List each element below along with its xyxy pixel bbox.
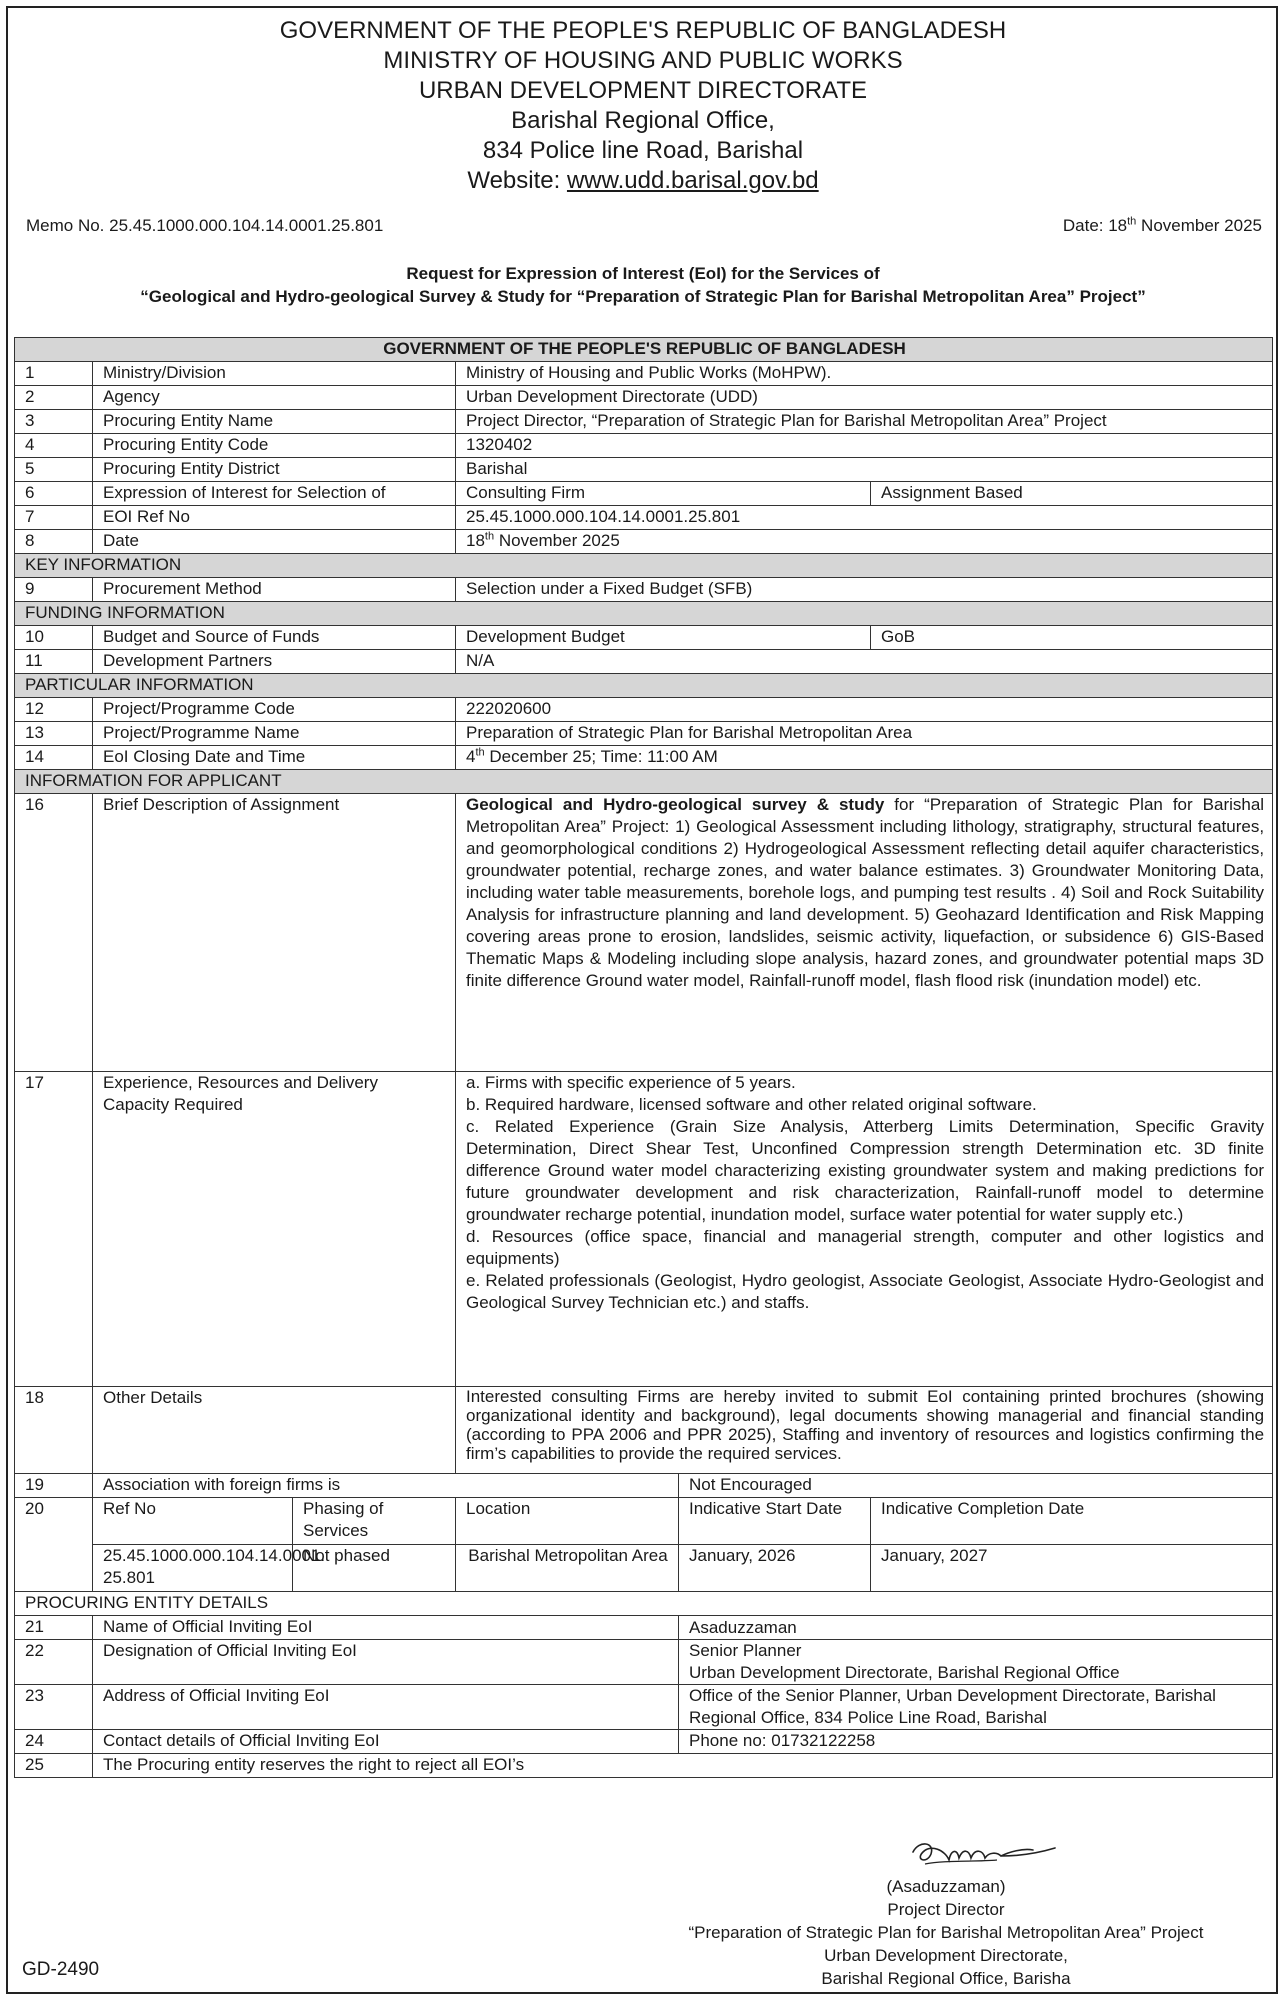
row-value: Asaduzzaman [679, 1616, 1273, 1640]
requirement-c: c. Related Experience (Grain Size Analysis, Atterberg Limits Determination, Specific Gravity Determination, Direct Shear Test, Unconfined Compression strength Determination etc. 3D finite difference Ground water model characterizing existing groundwater system and making predictions for future groundwater development and risk characterization, Rainfall-runoff model to determine groundwater recharge potential, inundation model, surface water potential for water supply etc.) [466, 1117, 1265, 1224]
table-row [15, 434, 1273, 458]
row-value: Office of the Senior Planner, Urban Development Directorate, Barishal Regional Office, 834 Police Line Road, Barishal [679, 1685, 1273, 1730]
location-value: Barishal Metropolitan Area [456, 1545, 679, 1592]
row-label: Address of Official Inviting EoI [93, 1685, 679, 1730]
location-header: Location [456, 1498, 679, 1545]
row-value: Urban Development Directorate (UDD) [456, 386, 1273, 410]
row-number: 3 [15, 410, 93, 434]
table-row [15, 1545, 1273, 1592]
designation-title: Senior Planner [689, 1641, 802, 1660]
row-number: 12 [15, 698, 93, 722]
table-row [15, 482, 1273, 506]
notice-title [0, 262, 1286, 308]
row-value: Not Encouraged [679, 1474, 1273, 1498]
row-label: Contact details of Official Inviting EoI [93, 1730, 679, 1754]
signatory-project: “Preparation of Strategic Plan for Barishal Metropolitan Area” Project [688, 1923, 1204, 1942]
table-row [15, 530, 1273, 554]
table-row [15, 1498, 1273, 1545]
table-row [15, 506, 1273, 530]
row-number: 11 [15, 650, 93, 674]
signatory-title: Project Director [887, 1900, 1005, 1919]
row-value: N/A [456, 650, 1273, 674]
row-label: Procuring Entity Code [93, 434, 456, 458]
table-row [15, 698, 1273, 722]
row-label: Agency [93, 386, 456, 410]
row-value: Selection under a Fixed Budget (SFB) [456, 578, 1273, 602]
row-number: 21 [15, 1616, 93, 1640]
row-label: Name of Official Inviting EoI [93, 1616, 679, 1640]
row-label: Budget and Source of Funds [93, 626, 456, 650]
section-information-for-applicant: INFORMATION FOR APPLICANT [15, 770, 1273, 794]
row-label: EoI Closing Date and Time [93, 746, 456, 770]
date-prefix: Date: 18 [1062, 216, 1128, 235]
section-key-information: KEY INFORMATION [15, 554, 1273, 578]
row-label: Experience, Resources and Delivery Capacity Required [93, 1072, 456, 1387]
table-row [15, 626, 1273, 650]
row-number: 1 [15, 362, 93, 386]
row-number: 5 [15, 458, 93, 482]
row-label: Procuring Entity Name [93, 410, 456, 434]
row-label: Ministry/Division [93, 362, 456, 386]
requirement-a: a. Firms with specific experience of 5 years. [466, 1073, 796, 1092]
row-number: 14 [15, 746, 93, 770]
row-value: Consulting Firm [456, 482, 871, 506]
date-suffix: November 2025 [1136, 216, 1262, 235]
row-number: 2 [15, 386, 93, 410]
value-suffix: November 2025 [494, 531, 620, 550]
row-label: Brief Description of Assignment [93, 794, 456, 1072]
signature-image [905, 1830, 1065, 1878]
table-row [15, 794, 1273, 1072]
ref-no-value: 25.45.1000.000.104.14.0001. 25.801 [93, 1545, 293, 1592]
row-number: 13 [15, 722, 93, 746]
row-label: EOI Ref No [93, 506, 456, 530]
table-title: GOVERNMENT OF THE PEOPLE'S REPUBLIC OF BANGLADESH [15, 338, 1273, 362]
row-value: Development Budget [456, 626, 871, 650]
signatory-office: Barishal Regional Office, Barisha [821, 1969, 1071, 1988]
row-label: Development Partners [93, 650, 456, 674]
row-label: Procurement Method [93, 578, 456, 602]
value-prefix: 4 [466, 747, 476, 766]
table-row [15, 1387, 1273, 1474]
row-label: Other Details [93, 1387, 456, 1474]
row-number: 18 [15, 1387, 93, 1474]
memo-date [1063, 216, 1262, 236]
table-row [15, 458, 1273, 482]
title-line-1: Request for Expression of Interest (EoI) for the Services of [406, 264, 880, 283]
signatory-name: (Asaduzzaman) [886, 1877, 1006, 1896]
row-value [679, 1640, 1273, 1685]
requirement-e: e. Related professionals (Geologist, Hydro geologist, Associate Geologist, Associate Hydro-Geologist and Geological Survey Technician etc.) and staffs. [466, 1271, 1265, 1312]
assignment-text: for “Preparation of Strategic Plan for Barishal Metropolitan Area” Project: 1) Geological Assessment including lithology, stratigraphy, structural features, and geomorphological conditions 2) Hydrogeological Assessment reflecting detail aquifer characteristics, groundwater potential, recharge zones, and water balance estimates. 3) Groundwater Monitoring Data, including water table measurements, borehole logs, and pumping test results . 4) Soil and Rock Suitability Analysis for infrastructure planning and land development. 5) Geohazard Identification and Risk Mapping covering areas prone to erosion, landslides, seismic activity, liquefaction, or subsidence 6) GIS-Based Thematic Maps & Modeling including slope analysis, hazard zones, and groundwater potential maps 3D finite difference Ground water model, Rainfall-runoff model, flash flood risk (inundation model) etc. [466, 795, 1265, 990]
footer-code: GD-2490 [22, 1959, 100, 1980]
date-sup: th [1127, 215, 1137, 228]
row-value: 222020600 [456, 698, 1273, 722]
table-row [15, 722, 1273, 746]
row-number: 9 [15, 578, 93, 602]
row-label: Project/Programme Name [93, 722, 456, 746]
table-row [15, 650, 1273, 674]
table-row [15, 386, 1273, 410]
row-number: 22 [15, 1640, 93, 1685]
row-label: Expression of Interest for Selection of [93, 482, 456, 506]
row-value [456, 530, 1273, 554]
section-funding-information: FUNDING INFORMATION [15, 602, 1273, 626]
row-value: Project Director, “Preparation of Strategic Plan for Barishal Metropolitan Area” Project [456, 410, 1273, 434]
row-value: Phone no: 01732122258 [679, 1730, 1273, 1754]
row-label: Procuring Entity District [93, 458, 456, 482]
table-row [15, 1685, 1273, 1730]
phasing-value: Not phased [293, 1545, 456, 1592]
row-value-secondary: GoB [871, 626, 1273, 650]
header-government: GOVERNMENT OF THE PEOPLE'S REPUBLIC OF BANGLADESH [279, 17, 1007, 44]
table-row [15, 578, 1273, 602]
experience-requirements [456, 1072, 1273, 1387]
value-suffix: December 25; Time: 11:00 AM [484, 747, 718, 766]
completion-date-header: Indicative Completion Date [871, 1498, 1273, 1545]
row-number: 25 [15, 1754, 93, 1778]
row-number: 6 [15, 482, 93, 506]
table-row [15, 362, 1273, 386]
signature-block [626, 1875, 1266, 1990]
row-number: 20 [15, 1498, 93, 1592]
row-number: 16 [15, 794, 93, 1072]
header-address: 834 Police line Road, Barishal [482, 137, 804, 164]
signatory-org: Urban Development Directorate, [824, 1946, 1068, 1965]
table-row [15, 410, 1273, 434]
header-website-line [0, 166, 1286, 196]
row-value: 25.45.1000.000.104.14.0001.25.801 [456, 506, 1273, 530]
ref-no-header: Ref No [93, 1498, 293, 1545]
requirement-d: d. Resources (office space, financial and managerial strength, computer and other logistics and equipments) [466, 1227, 1265, 1268]
table-row [15, 1616, 1273, 1640]
table-row [15, 1640, 1273, 1685]
row-value-secondary: Assignment Based [871, 482, 1273, 506]
value-prefix: 18 [466, 531, 485, 550]
row-number: 7 [15, 506, 93, 530]
row-value: Barishal [456, 458, 1273, 482]
row-number: 8 [15, 530, 93, 554]
assignment-title-bold: Geological and Hydro-geological survey & study [466, 795, 885, 814]
row-value: Interested consulting Firms are hereby invited to submit EoI containing printed brochures (showing organizational identity and background), legal documents showing managerial and financial standing (according to PPA 2006 and PPR 2025), Staffing and inventory of resources and logistics confirming the firm’s capabilities to provide the required services. [456, 1387, 1273, 1474]
row-number: 10 [15, 626, 93, 650]
table-row [15, 746, 1273, 770]
row-value: Preparation of Strategic Plan for Barishal Metropolitan Area [456, 722, 1273, 746]
table-row [15, 1754, 1273, 1778]
row-number: 24 [15, 1730, 93, 1754]
start-date-value: January, 2026 [679, 1545, 871, 1592]
row-number: 17 [15, 1072, 93, 1387]
website-link[interactable]: www.udd.barisal.gov.bd [566, 167, 819, 194]
header-directorate: URBAN DEVELOPMENT DIRECTORATE [418, 77, 868, 104]
table-row [15, 1474, 1273, 1498]
designation-office: Urban Development Directorate, Barishal Regional Office [689, 1663, 1120, 1682]
row-value: Ministry of Housing and Public Works (MoHPW). [456, 362, 1273, 386]
header-office: Barishal Regional Office, [511, 107, 775, 134]
row-label: Date [93, 530, 456, 554]
row-value [456, 746, 1273, 770]
table-row [15, 1072, 1273, 1387]
row-label: Association with foreign firms is [93, 1474, 679, 1498]
table-row [15, 1730, 1273, 1754]
row-number: 23 [15, 1685, 93, 1730]
row-label: Project/Programme Code [93, 698, 456, 722]
eoi-table [14, 337, 1273, 1778]
letterhead [0, 16, 1286, 196]
title-line-2: “Geological and Hydro-geological Survey & Study for “Preparation of Strategic Plan for Barishal Metropolitan Area” Project” [140, 287, 1146, 306]
row-number: 19 [15, 1474, 93, 1498]
assignment-description [456, 794, 1273, 1072]
row-label: The Procuring entity reserves the right to reject all EOI’s [93, 1754, 1273, 1778]
section-procuring-entity-details: PROCURING ENTITY DETAILS [15, 1592, 1273, 1616]
section-particular-information: PARTICULAR INFORMATION [15, 674, 1273, 698]
value-sup: th [484, 530, 495, 543]
row-value: 1320402 [456, 434, 1273, 458]
requirement-b: b. Required hardware, licensed software and other related original software. [466, 1095, 1037, 1114]
value-sup: th [475, 746, 485, 759]
phasing-header: Phasing of Services [293, 1498, 456, 1545]
completion-date-value: January, 2027 [871, 1545, 1273, 1592]
start-date-header: Indicative Start Date [679, 1498, 871, 1545]
row-label: Designation of Official Inviting EoI [93, 1640, 679, 1685]
row-number: 4 [15, 434, 93, 458]
website-label: Website: [467, 167, 567, 194]
header-ministry: MINISTRY OF HOUSING AND PUBLIC WORKS [383, 47, 903, 74]
memo-number: Memo No. 25.45.1000.000.104.14.0001.25.801 [26, 216, 384, 235]
